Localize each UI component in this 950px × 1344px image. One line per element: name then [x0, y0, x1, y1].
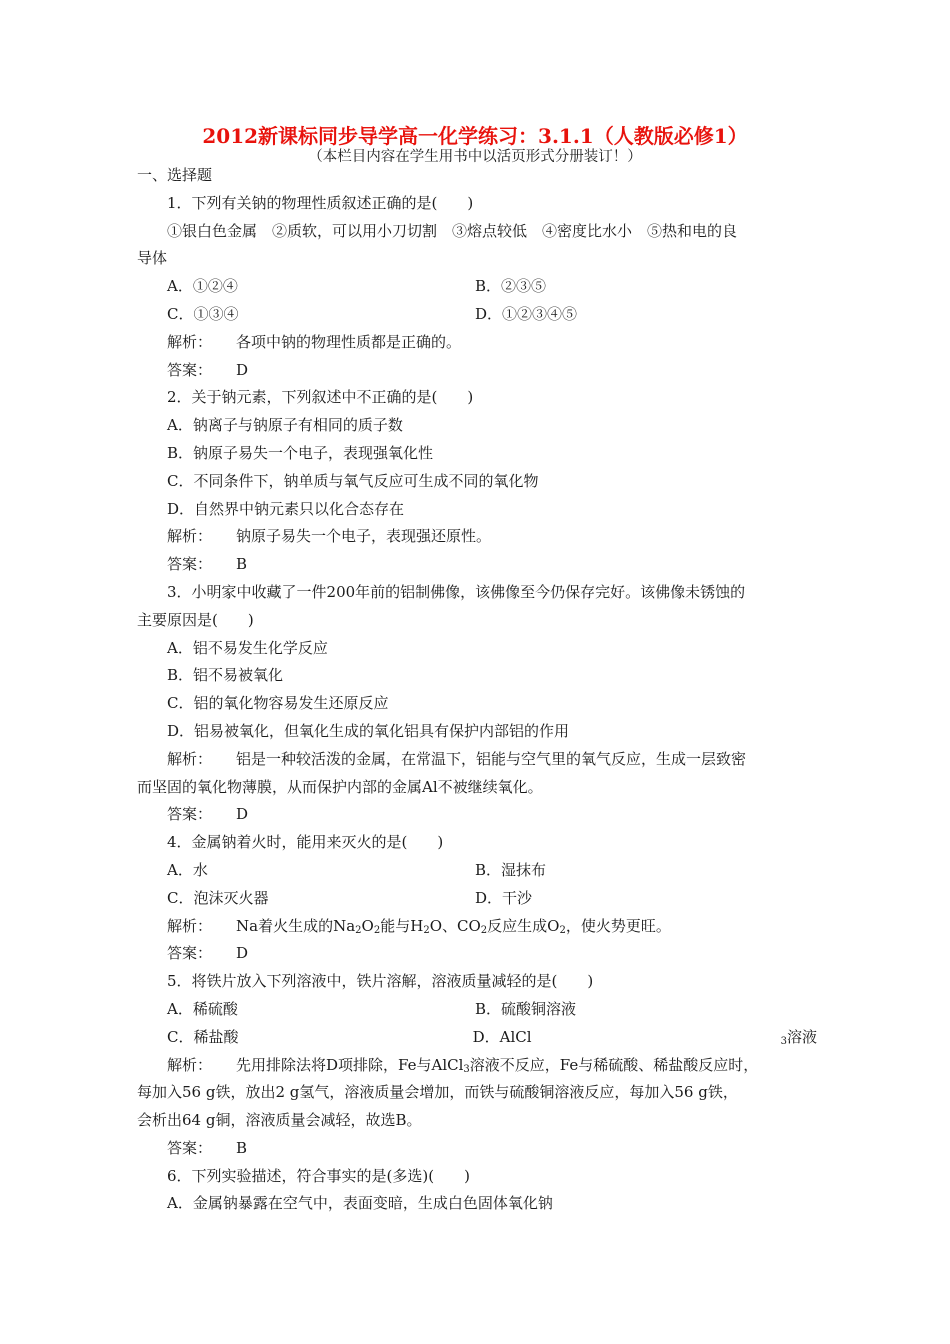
answer-value: D	[236, 360, 249, 379]
question-1-options-cd	[137, 301, 817, 329]
text-run: 溶液不反应，Fe与稀硫酸、稀盐酸反应时，	[469, 1055, 759, 1074]
question-4-options-ab	[137, 857, 817, 885]
subscript: 2	[559, 924, 566, 936]
option-d	[473, 1024, 817, 1052]
subscript: 2	[373, 924, 381, 936]
question-1-options-ab	[137, 273, 817, 301]
option-a: A．稀硫酸	[167, 999, 238, 1018]
question-5-explanation	[137, 1052, 817, 1080]
question-3-stem: 3．小明家中收藏了一件200年前的铝制佛像，该佛像至今仍保存完好。该佛像未锈蚀的	[167, 582, 746, 601]
subscript: 3	[780, 1035, 787, 1047]
explanation-text: 各项中钠的物理性质都是正确的。	[236, 332, 462, 351]
explanation-text: 钠原子易失一个电子，表现强还原性。	[236, 527, 492, 546]
question-1-stem: 1．下列有关钠的物理性质叙述正确的是( )	[167, 193, 474, 212]
page-subtitle: （本栏目内容在学生用书中以活页形式分册装订！）	[308, 149, 642, 165]
explanation-text	[236, 1056, 758, 1074]
subscript: 2	[480, 924, 488, 936]
answer-value: B	[236, 555, 248, 574]
page-title: 2012新课标同步导学高一化学练习：3.1.1（人教版必修1）	[202, 124, 748, 148]
answer-value: B	[236, 1138, 248, 1157]
answer-value: D	[236, 944, 249, 963]
option-c: C．泡沫灭火器	[167, 888, 269, 907]
question-3-explanation-cont: 而坚固的氧化物薄膜，从而保护内部的金属Al不被继续氧化。	[137, 777, 543, 796]
option-d: D．自然界中钠元素只以化合态存在	[167, 499, 405, 518]
answer-label: 答案：	[167, 1138, 213, 1157]
option-a: A．钠离子与钠原子有相同的质子数	[167, 416, 403, 435]
explanation-label: 解析：	[167, 527, 213, 546]
question-4-answer	[137, 940, 817, 968]
answer-label: 答案：	[167, 555, 213, 574]
option-a: A．水	[167, 860, 208, 879]
subscript: 3	[463, 1063, 470, 1075]
text-run: D．AlCl	[472, 1027, 532, 1046]
answer-label: 答案：	[167, 360, 213, 379]
option-c: C．铝的氧化物容易发生还原反应	[167, 694, 389, 713]
option-d: D．干沙	[475, 888, 533, 907]
question-6-stem: 6．下列实验描述，符合事实的是(多选)( )	[167, 1166, 470, 1185]
subscript: 2	[355, 924, 362, 936]
text-run: 溶液	[786, 1027, 817, 1046]
answer-value: D	[236, 805, 249, 824]
text-run: 先用排除法将D项排除，Fe与AlCl	[236, 1055, 464, 1074]
option-b: B．②③⑤	[475, 277, 547, 296]
answer-label: 答案：	[167, 944, 213, 963]
question-3-explanation	[137, 746, 817, 774]
section-heading: 一、选择题	[137, 166, 213, 184]
question-4-explanation	[137, 913, 817, 941]
explanation-label: 解析：	[167, 916, 213, 935]
text-run: 能与H	[380, 916, 424, 935]
question-5-answer	[137, 1135, 817, 1163]
option-b: B．钠原子易失一个电子，表现强氧化性	[167, 443, 434, 462]
text-run: ，使火势更旺。	[565, 916, 671, 935]
option-d: D．铝易被氧化，但氧化生成的氧化铝具有保护内部铝的作用	[167, 721, 570, 740]
question-1-statements: ①银白色金属 ②质软，可以用小刀切割 ③熔点较低 ④密度比水小 ⑤热和电的良	[167, 221, 738, 240]
option-b: B．湿抹布	[475, 860, 547, 879]
option-a: A．①②④	[167, 277, 238, 296]
text-run: O、CO	[429, 916, 481, 935]
answer-label: 答案：	[167, 805, 213, 824]
explanation-text: 铝是一种较活泼的金属，在常温下，铝能与空气里的氧气反应，生成一层致密	[236, 749, 747, 768]
question-3-answer	[137, 801, 817, 829]
question-2-stem: 2．关于钠元素，下列叙述中不正确的是( )	[167, 388, 474, 407]
text-run: 反应生成O	[487, 916, 560, 935]
option-a: A．铝不易发生化学反应	[167, 638, 328, 657]
option-c: C．①③④	[167, 304, 239, 323]
explanation-text	[236, 917, 671, 935]
explanation-label: 解析：	[167, 332, 213, 351]
question-5-explanation-cont: 会析出64 g铜，溶液质量会减轻，故选B。	[137, 1111, 422, 1130]
question-1-explanation	[137, 329, 817, 357]
option-c: C．不同条件下，钠单质与氧气反应可生成不同的氧化物	[167, 471, 539, 490]
explanation-label: 解析：	[167, 1055, 213, 1074]
text-run: Na着火生成的Na	[236, 916, 356, 935]
question-5-options-ab	[137, 996, 817, 1024]
option-b: B．铝不易被氧化	[167, 666, 284, 685]
question-4-options-cd	[137, 885, 817, 913]
text-run: O	[361, 916, 374, 935]
option-c: C．稀盐酸	[167, 1027, 239, 1046]
question-5-stem: 5．将铁片放入下列溶液中，铁片溶解，溶液质量减轻的是( )	[167, 972, 594, 991]
question-2-explanation	[137, 523, 817, 551]
question-4-stem: 4．金属钠着火时，能用来灭火的是( )	[167, 833, 444, 852]
explanation-label: 解析：	[167, 749, 213, 768]
option-d: D．①②③④⑤	[475, 304, 578, 323]
option-b: B．硫酸铜溶液	[475, 999, 577, 1018]
question-2-answer	[137, 551, 817, 579]
subscript: 2	[423, 924, 430, 936]
option-a: A．金属钠暴露在空气中，表面变暗，生成白色固体氧化钠	[167, 1194, 553, 1213]
question-1-statements-cont: 导体	[137, 249, 168, 268]
question-3-stem-cont: 主要原因是( )	[137, 610, 254, 629]
question-5-options-cd	[137, 1024, 817, 1052]
question-5-explanation-cont: 每加入56 g铁，放出2 g氢气，溶液质量会增加，而铁与硫酸铜溶液反应，每加入56 g铁，	[137, 1083, 738, 1102]
question-1-answer	[137, 357, 817, 385]
exercise-body	[137, 162, 817, 1218]
